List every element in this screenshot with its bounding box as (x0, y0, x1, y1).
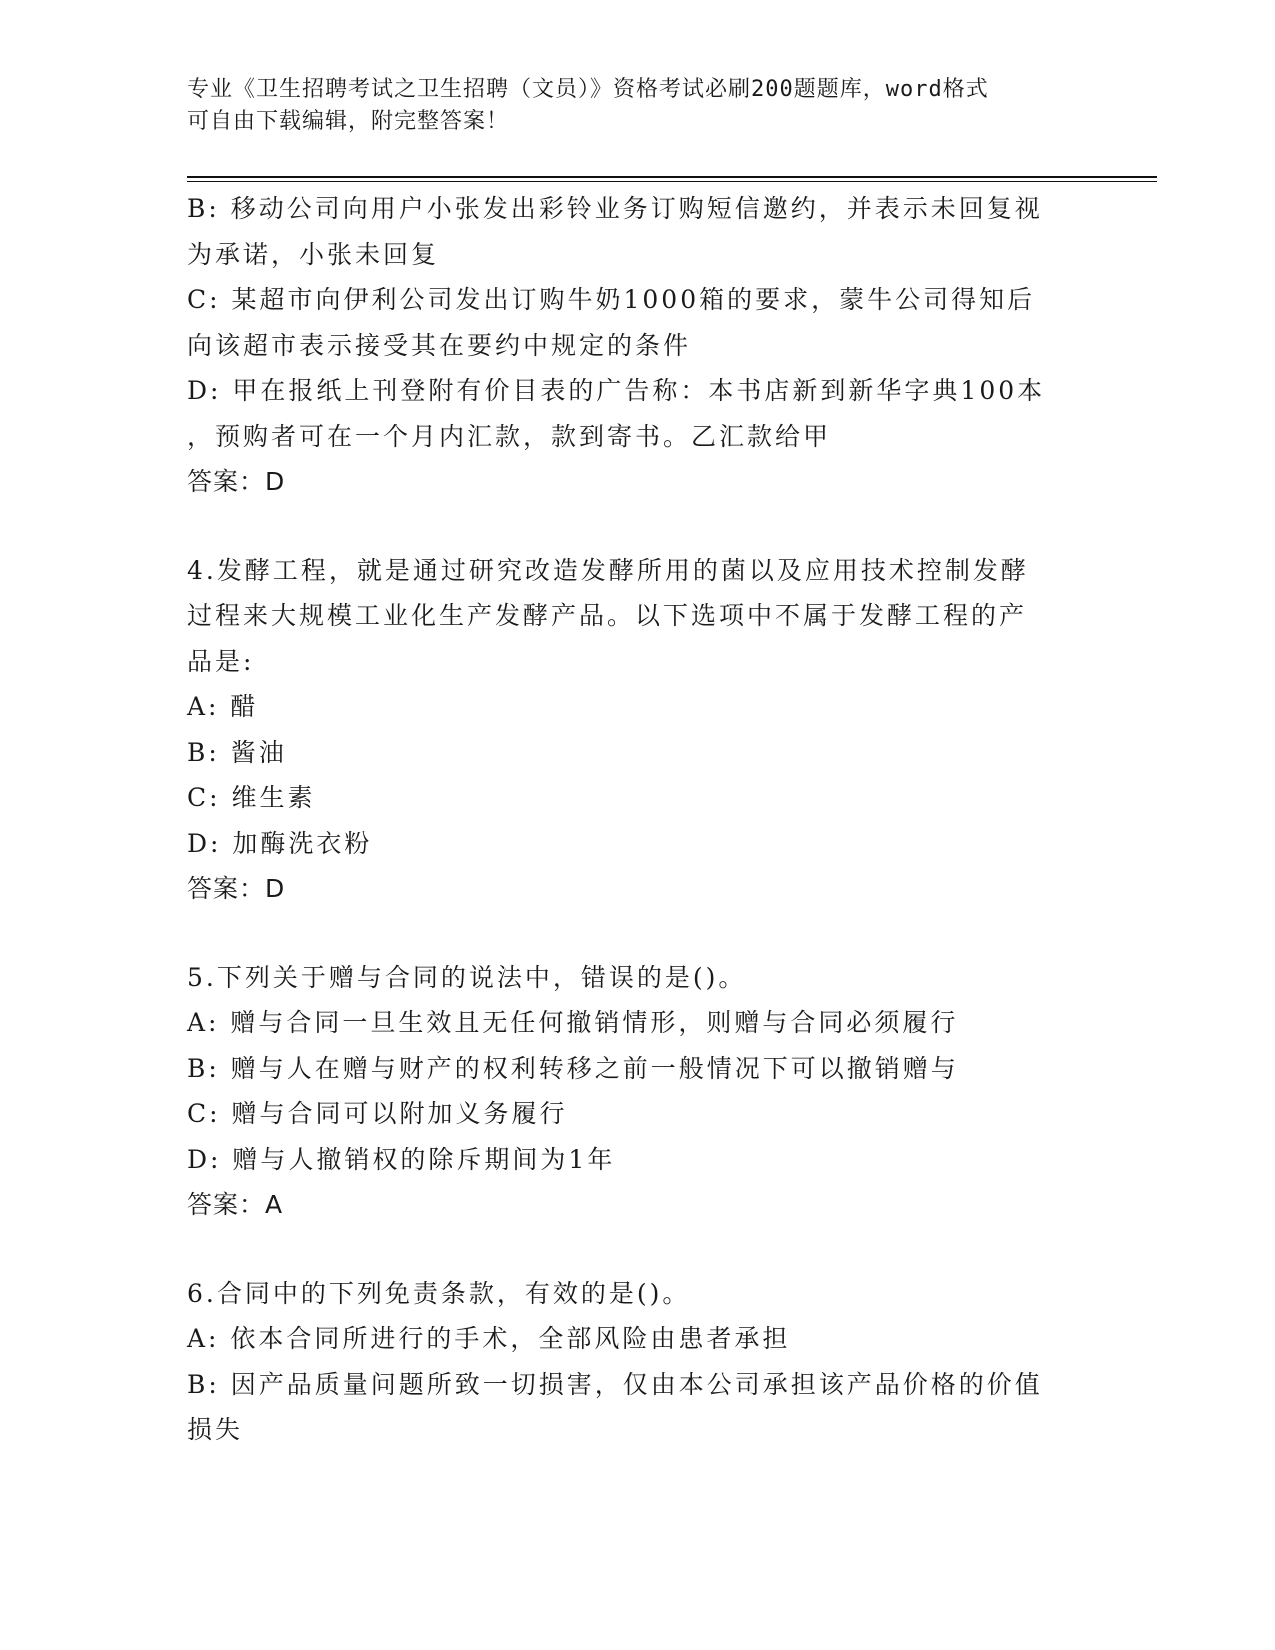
q4-option-b: B: 酱油 (187, 737, 287, 767)
q4-stem-line-1: 4.发酵工程，就是通过研究改造发酵所用的菌以及应用技术控制发酵 (187, 555, 1029, 585)
q5-option-b: B: 赠与人在赠与财产的权利转移之前一般情况下可以撤销赠与 (187, 1053, 959, 1083)
q3-answer: 答案：D (187, 467, 286, 496)
q3-option-d-line-2: ，预购者可在一个月内汇款，款到寄书。乙汇款给甲 (187, 421, 832, 451)
q4-option-c: C: 维生素 (187, 783, 316, 812)
q5-option-a: A: 赠与合同一旦生效且无任何撤销情形，则赠与合同必须履行 (187, 1008, 959, 1037)
q3-option-b-line-2: 为承诺，小张未回复 (187, 239, 440, 269)
header-line-1: 专业《卫生招聘考试之卫生招聘（文员）》资格考试必刷200题题库，word格式 (187, 77, 989, 102)
q3-option-c-line-1: C: 某超市向伊利公司发出订购牛奶1000箱的要求，蒙牛公司得知后 (187, 285, 1036, 314)
page-header (187, 74, 1067, 138)
q4-option-a: A: 醋 (187, 692, 259, 721)
q4-option-d: D: 加酶洗衣粉 (187, 828, 373, 858)
question-5 (187, 955, 1087, 1228)
q6-option-b-line-2: 损失 (187, 1415, 244, 1444)
q6-option-b-line-1: B: 因产品质量问题所致一切损害，仅由本公司承担该产品价格的价值 (187, 1369, 1043, 1399)
question-3-tail (187, 186, 1087, 505)
document-body (187, 186, 1087, 1453)
q6-option-a: A: 依本合同所进行的手术，全部风险由患者承担 (187, 1324, 791, 1353)
q6-stem: 6.合同中的下列免责条款，有效的是()。 (187, 1278, 691, 1308)
q5-stem: 5.下列关于赠与合同的说法中，错误的是()。 (187, 962, 747, 992)
header-divider (187, 176, 1157, 182)
spacer (187, 505, 1087, 548)
question-6 (187, 1271, 1087, 1453)
spacer (187, 912, 1087, 955)
q3-option-c-line-2: 向该超市表示接受其在要约中规定的条件 (187, 330, 692, 360)
spacer (187, 1228, 1087, 1271)
q3-option-d-line-1: D: 甲在报纸上刊登附有价目表的广告称：本书店新到新华字典100本 (187, 376, 1046, 405)
q5-option-c: C: 赠与合同可以附加义务履行 (187, 1099, 568, 1128)
q4-answer: 答案：D (187, 874, 286, 903)
q3-option-b-line-1: B: 移动公司向用户小张发出彩铃业务订购短信邀约，并表示未回复视 (187, 194, 1043, 223)
q4-stem-line-3: 品是: (187, 646, 255, 676)
q5-option-d: D: 赠与人撤销权的除斥期间为1年 (187, 1144, 616, 1174)
header-line-2: 可自由下载编辑，附完整答案！ (187, 109, 510, 134)
question-4 (187, 548, 1087, 912)
q4-stem-line-2: 过程来大规模工业化生产发酵产品。以下选项中不属于发酵工程的产 (187, 601, 1028, 630)
q5-answer: 答案：A (187, 1190, 284, 1219)
